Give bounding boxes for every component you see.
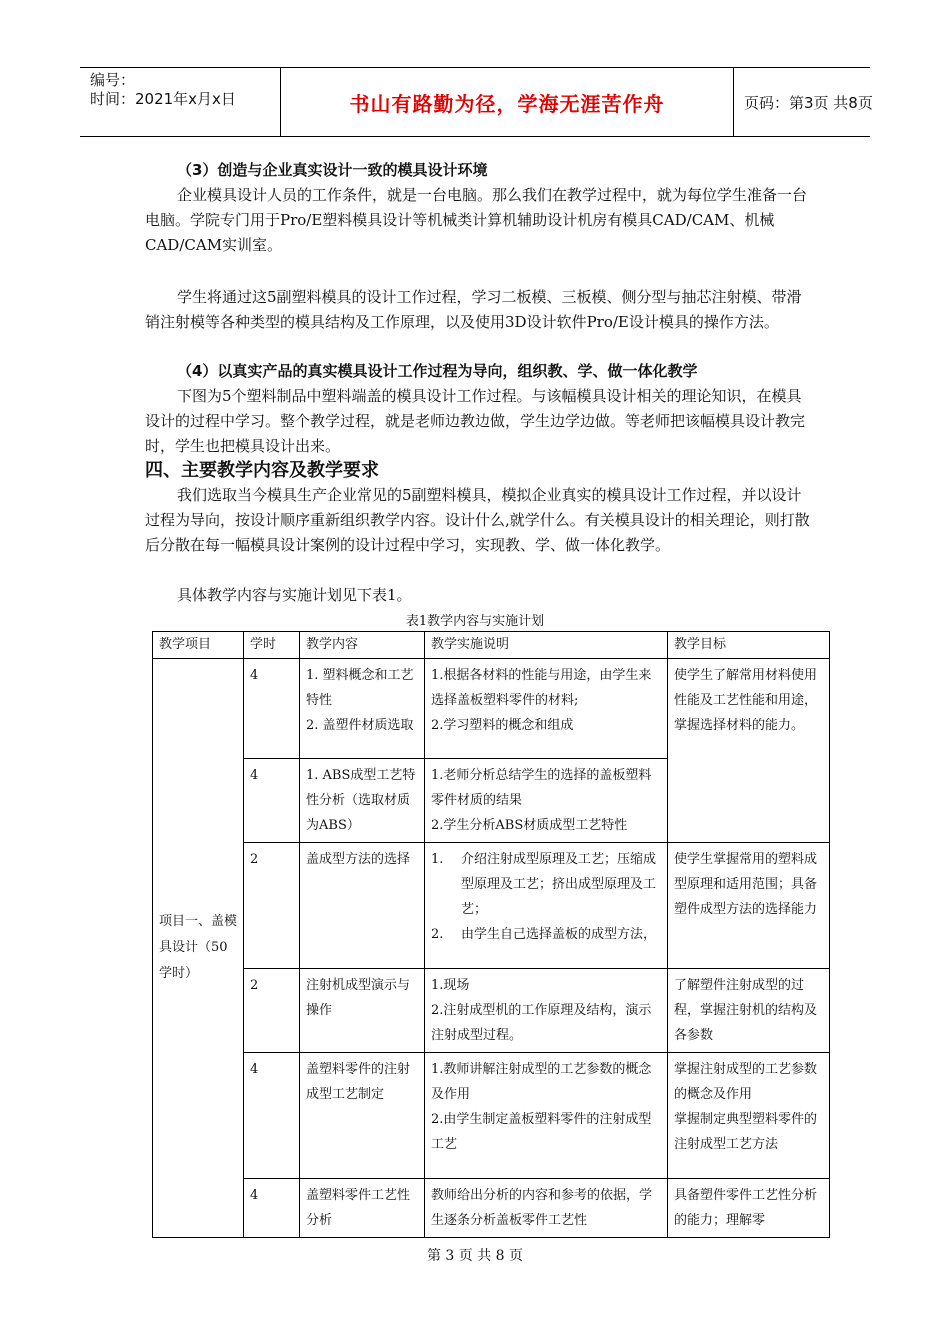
hours-cell: 4 (244, 759, 300, 843)
paragraph-process: 下图为5个塑料制品中塑料端盖的模具设计工作过程。与该幅模具设计相关的理论知识，在模具设计的过程中学习。整个教学过程，就是老师边教边做，学生边学边做。等老师把该幅模具设计教完时，学生也把模具设计出来。 (145, 387, 806, 455)
header-motto: 书山有路勤为径，学海无涯苦作舟 (281, 68, 734, 136)
list-item: 1. 介绍注射成型原理及工艺；压缩成型原理及工艺；挤出成型原理及工艺； (431, 852, 657, 917)
table-row (153, 1053, 830, 1179)
project-cell: 项目一、盖模具设计（50学时） (153, 659, 244, 1238)
paragraph-environment: 企业模具设计人员的工作条件，就是一台电脑。那么我们在教学过程中，就为每位学生准备一台电脑。学院专门用于Pro/E塑料模具设计等机械类计算机辅助设计机房有模具CAD/CAM、机械CAD/CAM实训室。 (145, 186, 808, 254)
list-item: 2. 由学生自己选择盖板的成型方法， (431, 927, 657, 942)
number-label: 编号： (90, 71, 136, 89)
hours-cell: 4 (244, 1053, 300, 1179)
content-cell: 盖塑料零件的注射成型工艺制定 (300, 1053, 425, 1179)
header-content: 教学内容 (300, 632, 425, 659)
implementation-cell (425, 843, 668, 969)
hours-cell: 4 (244, 1179, 300, 1238)
content-cell: 盖塑料零件工艺性分析 (300, 1179, 425, 1238)
paragraph-content: 我们选取当今模具生产企业常见的5副塑料模具，模拟企业真实的模具设计工作过程，并以设计过程为导向，按设计顺序重新组织教学内容。设计什么,就学什么。有关模具设计的相关理论，则打散后分散在每一幅模具设计案例的设计过程中学习，实现教、学、做一体化教学。 (145, 486, 810, 554)
content-cell: 1. 塑料概念和工艺特性 2. 盖塑件材质选取 (300, 659, 425, 759)
implementation-cell: 1.根据各材料的性能与用途，由学生来选择盖板塑料零件的材料; 2.学习塑料的概念和组成 (425, 659, 668, 759)
goal-cell: 掌握注射成型的工艺参数的概念及作用 掌握制定典型塑料零件的注射成型工艺方法 (668, 1053, 830, 1179)
page-header (80, 67, 873, 137)
time-label: 时间：2021年x月x日 (90, 90, 236, 108)
content-cell: 注射机成型演示与操作 (300, 969, 425, 1053)
implementation-cell: 1.老师分析总结学生的选择的盖板塑料零件材质的结果 2.学生分析ABS材质成型工艺特性 (425, 759, 668, 843)
heading-4: （4）以真实产品的真实模具设计工作过程为导向，组织教、学、做一体化教学 (177, 362, 698, 380)
page-footer: 第 3 页 共 8 页 (426, 1248, 524, 1264)
implementation-cell: 教师给出分析的内容和参考的依据，学生逐条分析盖板零件工艺性 (425, 1179, 668, 1238)
heading-3: （3）创造与企业真实设计一致的模具设计环境 (177, 161, 488, 179)
header-goal: 教学目标 (668, 632, 830, 659)
section-heading-4: 四、主要教学内容及教学要求 (145, 460, 379, 481)
goal-cell: 了解塑件注射成型的过程，掌握注射机的结构及各参数 (668, 969, 830, 1053)
header-page-info: 页码：第3页 共8页 (744, 93, 873, 112)
table-header-row (153, 632, 830, 659)
goal-cell: 使学生掌握常用的塑料成型原理和适用范围；具备塑件成型方法的选择能力 (668, 843, 830, 969)
header-hours: 学时 (244, 632, 300, 659)
header-implementation: 教学实施说明 (425, 632, 668, 659)
table-row (153, 843, 830, 969)
header-meta (80, 68, 281, 136)
content-cell: 1. ABS成型工艺特性分析（选取材质为ABS） (300, 759, 425, 843)
implementation-cell: 1.现场 2.注射成型机的工作原理及结构，演示注射成型过程。 (425, 969, 668, 1053)
table-row (153, 1179, 830, 1238)
goal-cell: 使学生了解常用材料使用性能及工艺性能和用途，掌握选择材料的能力。 (668, 659, 830, 843)
goal-cell: 具备塑件零件工艺性分析的能力；理解零 (668, 1179, 830, 1238)
table-caption: 表1教学内容与实施计划 (405, 614, 545, 629)
header-project: 教学项目 (153, 632, 244, 659)
hours-cell: 4 (244, 659, 300, 759)
teaching-plan-table (152, 631, 830, 1238)
paragraph-molds: 学生将通过这5副塑料模具的设计工作过程，学习二板模、三板模、侧分型与抽芯注射模、带滑销注射模等各种类型的模具结构及工作原理，以及使用3D设计软件Pro/E设计模具的操作方法。 (145, 288, 802, 331)
table-row (153, 969, 830, 1053)
hours-cell: 2 (244, 969, 300, 1053)
table-row (153, 659, 830, 759)
paragraph-table-ref: 具体教学内容与实施计划见下表1。 (177, 586, 412, 604)
implementation-cell: 1.教师讲解注射成型的工艺参数的概念及作用 2.由学生制定盖板塑料零件的注射成型工艺 (425, 1053, 668, 1179)
implementation-list (431, 847, 661, 947)
content-cell: 盖成型方法的选择 (300, 843, 425, 969)
hours-cell: 2 (244, 843, 300, 969)
